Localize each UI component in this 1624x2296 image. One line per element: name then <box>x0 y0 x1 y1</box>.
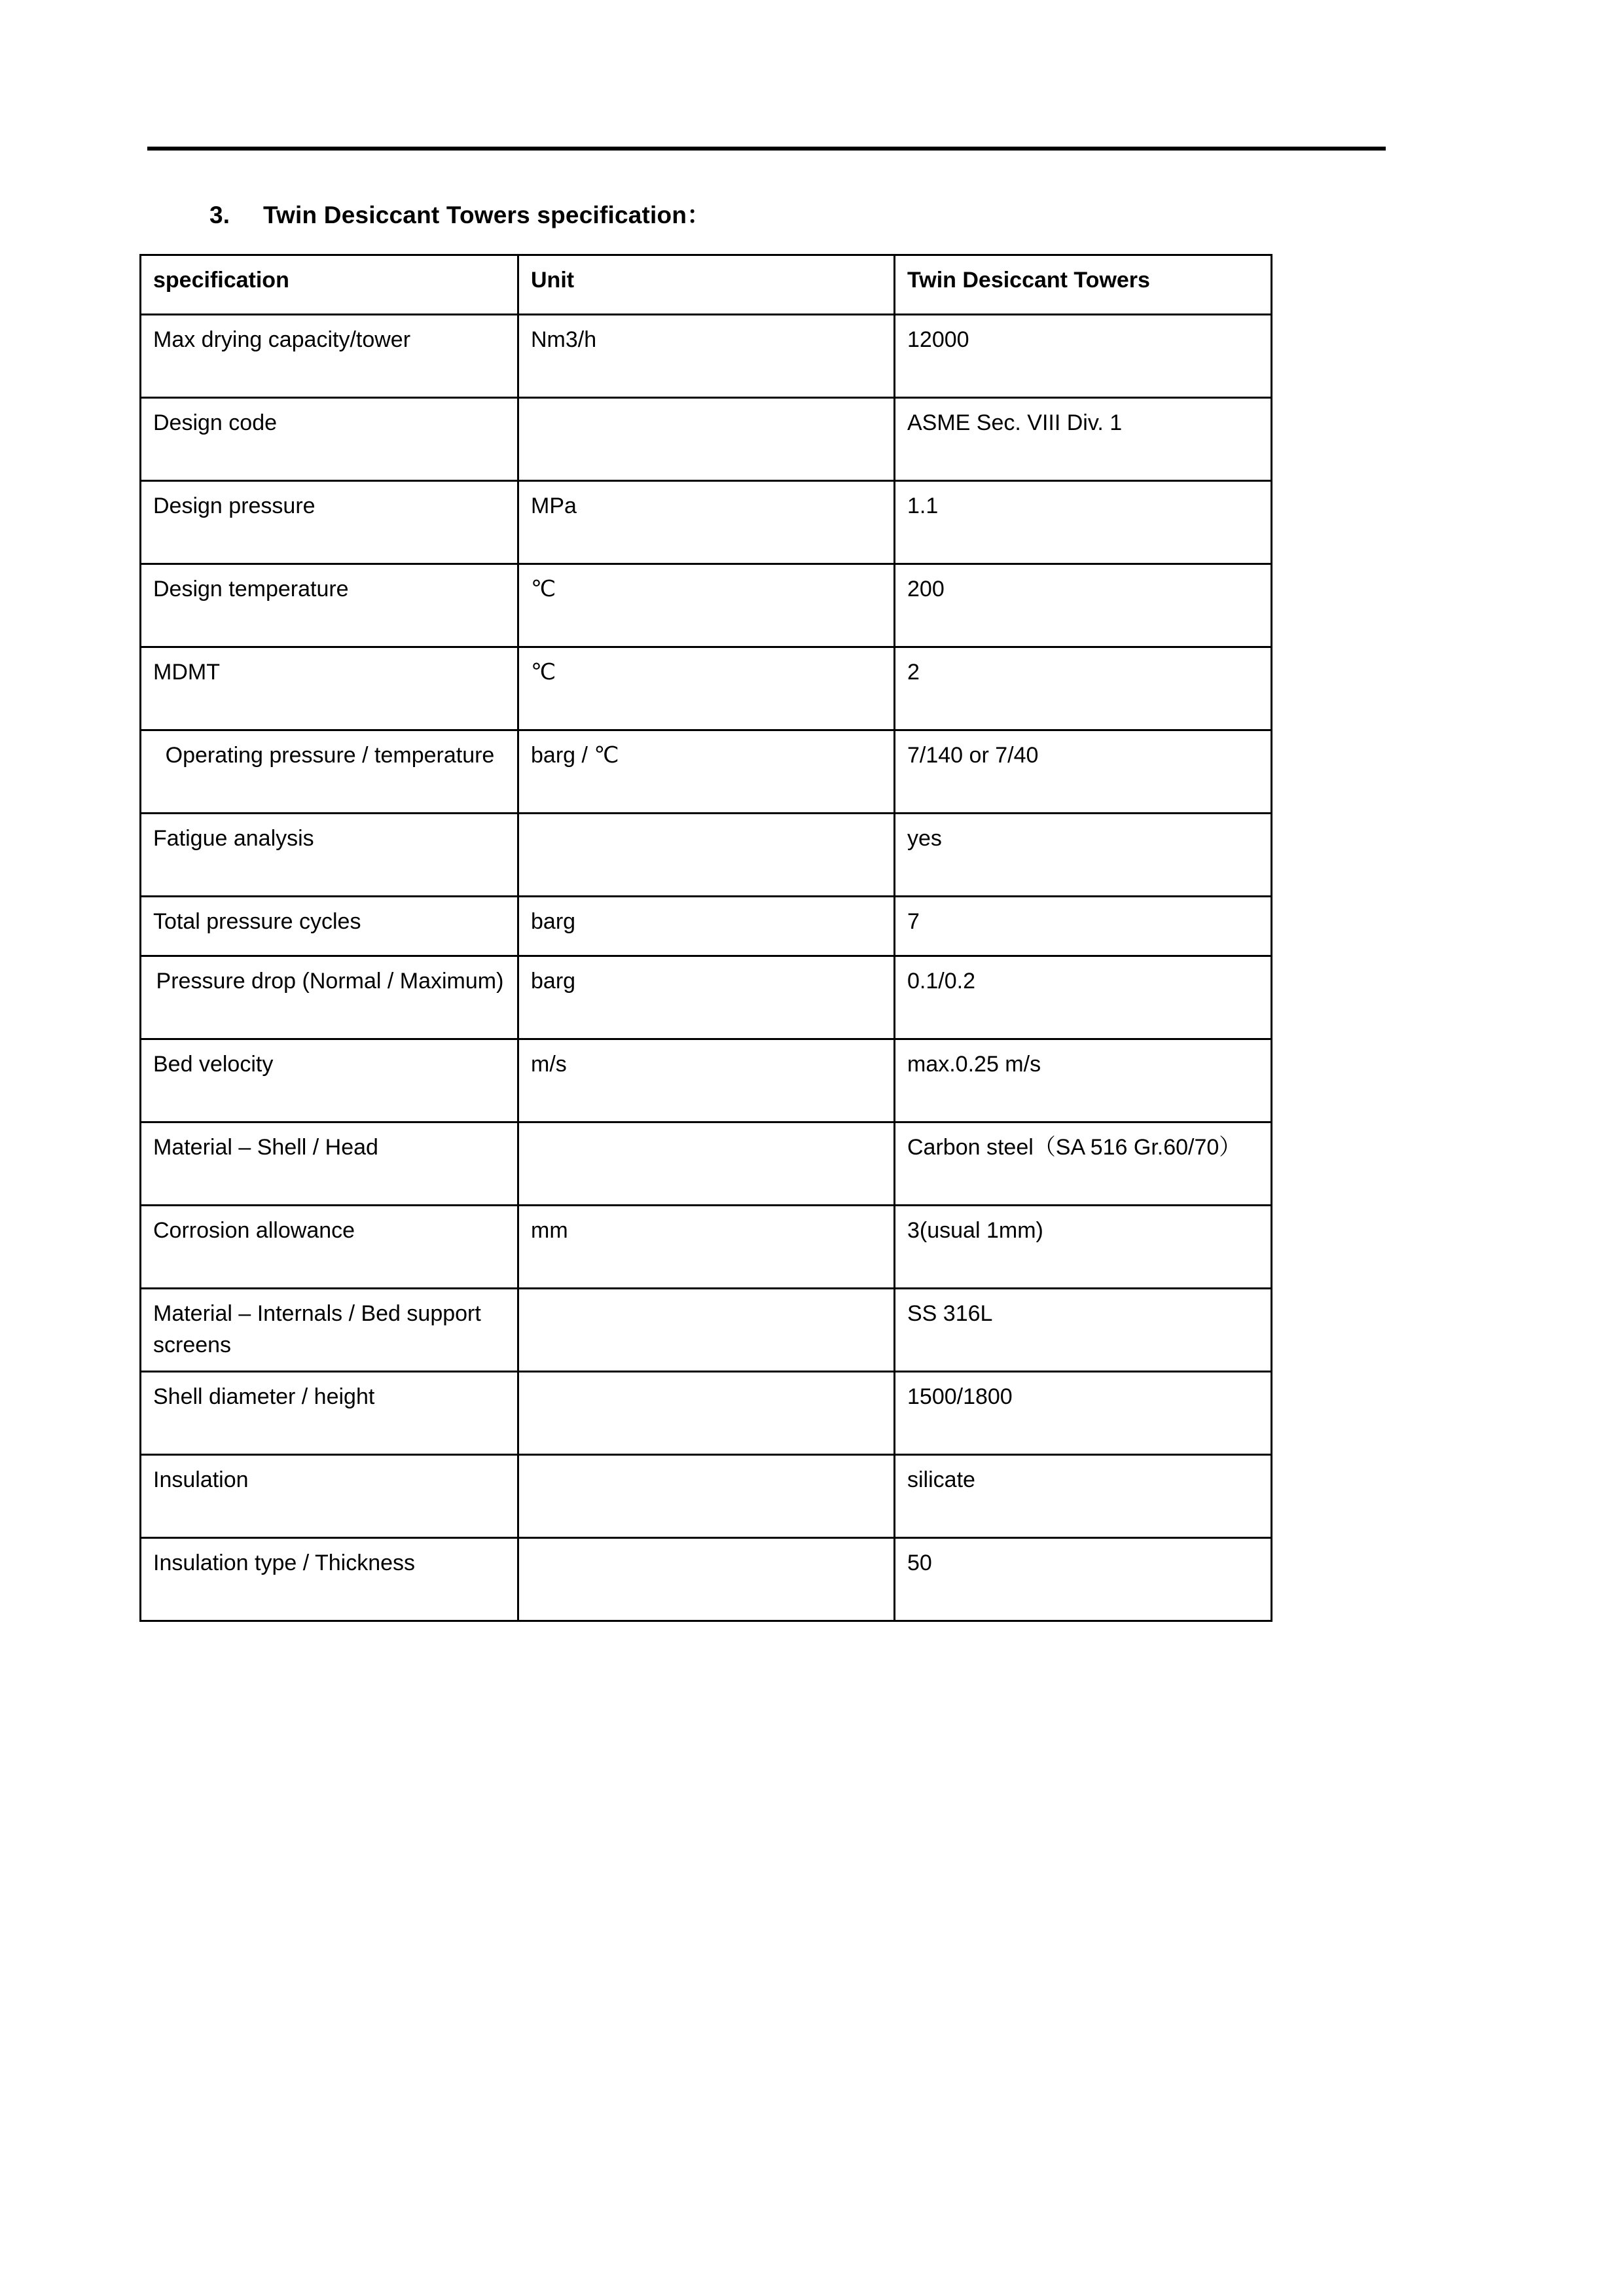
table-row <box>141 1039 1272 1122</box>
table-row <box>141 1538 1272 1621</box>
cell-value: 50 <box>895 1538 1272 1621</box>
specification-table <box>139 254 1272 1622</box>
cell-unit <box>518 1372 895 1455</box>
table-row <box>141 398 1272 481</box>
cell-unit: barg <box>518 956 895 1039</box>
cell-specification: Material – Shell / Head <box>141 1122 518 1206</box>
cell-value: 1500/1800 <box>895 1372 1272 1455</box>
table-row <box>141 897 1272 956</box>
cell-unit: ℃ <box>518 564 895 647</box>
cell-specification: MDMT <box>141 647 518 730</box>
cell-specification: Pressure drop (Normal / Maximum) <box>141 956 518 1039</box>
column-header-twin-desiccant-towers: Twin Desiccant Towers <box>895 255 1272 315</box>
cell-value: SS 316L <box>895 1289 1272 1372</box>
section-number: 3. <box>209 202 230 228</box>
cell-specification: Shell diameter / height <box>141 1372 518 1455</box>
cell-unit <box>518 1538 895 1621</box>
cell-value: silicate <box>895 1455 1272 1538</box>
cell-unit: m/s <box>518 1039 895 1122</box>
cell-value: yes <box>895 814 1272 897</box>
cell-unit <box>518 1122 895 1206</box>
table-row <box>141 1289 1272 1372</box>
table-header-row <box>141 255 1272 315</box>
cell-value: 7 <box>895 897 1272 956</box>
table-row <box>141 1455 1272 1538</box>
table-row <box>141 315 1272 398</box>
cell-unit: ℃ <box>518 647 895 730</box>
cell-value: Carbon steel（SA 516 Gr.60/70） <box>895 1122 1272 1206</box>
table-row <box>141 730 1272 814</box>
cell-specification: Design code <box>141 398 518 481</box>
table-row <box>141 564 1272 647</box>
section-title: Twin Desiccant Towers specification： <box>263 202 712 228</box>
cell-value: 12000 <box>895 315 1272 398</box>
cell-specification: Corrosion allowance <box>141 1206 518 1289</box>
cell-specification: Bed velocity <box>141 1039 518 1122</box>
cell-unit <box>518 814 895 897</box>
table-row <box>141 814 1272 897</box>
cell-specification: Design temperature <box>141 564 518 647</box>
cell-unit <box>518 1289 895 1372</box>
cell-unit: mm <box>518 1206 895 1289</box>
table-row <box>141 481 1272 564</box>
table-row <box>141 1372 1272 1455</box>
table-row <box>141 1206 1272 1289</box>
table-body <box>141 315 1272 1621</box>
column-header-unit: Unit <box>518 255 895 315</box>
cell-value: 0.1/0.2 <box>895 956 1272 1039</box>
cell-unit: barg / ℃ <box>518 730 895 814</box>
cell-unit: barg <box>518 897 895 956</box>
cell-value: 200 <box>895 564 1272 647</box>
table-row <box>141 956 1272 1039</box>
cell-specification: Operating pressure / temperature <box>141 730 518 814</box>
cell-value: 7/140 or 7/40 <box>895 730 1272 814</box>
cell-unit <box>518 398 895 481</box>
cell-value: 3(usual 1mm) <box>895 1206 1272 1289</box>
column-header-specification: specification <box>141 255 518 315</box>
cell-specification: Total pressure cycles <box>141 897 518 956</box>
cell-value: max.0.25 m/s <box>895 1039 1272 1122</box>
table-row <box>141 1122 1272 1206</box>
cell-value: 2 <box>895 647 1272 730</box>
table-header <box>141 255 1272 315</box>
cell-value: 1.1 <box>895 481 1272 564</box>
cell-specification: Material – Internals / Bed support screens <box>141 1289 518 1372</box>
cell-specification: Insulation <box>141 1455 518 1538</box>
cell-unit <box>518 1455 895 1538</box>
cell-value: ASME Sec. VIII Div. 1 <box>895 398 1272 481</box>
cell-specification: Design pressure <box>141 481 518 564</box>
cell-specification: Insulation type / Thickness <box>141 1538 518 1621</box>
section-heading <box>209 200 1257 230</box>
header-rule-divider <box>147 147 1386 151</box>
specification-table-container <box>139 254 1271 1622</box>
cell-specification: Fatigue analysis <box>141 814 518 897</box>
cell-unit: MPa <box>518 481 895 564</box>
cell-specification: Max drying capacity/tower <box>141 315 518 398</box>
cell-unit: Nm3/h <box>518 315 895 398</box>
table-row <box>141 647 1272 730</box>
